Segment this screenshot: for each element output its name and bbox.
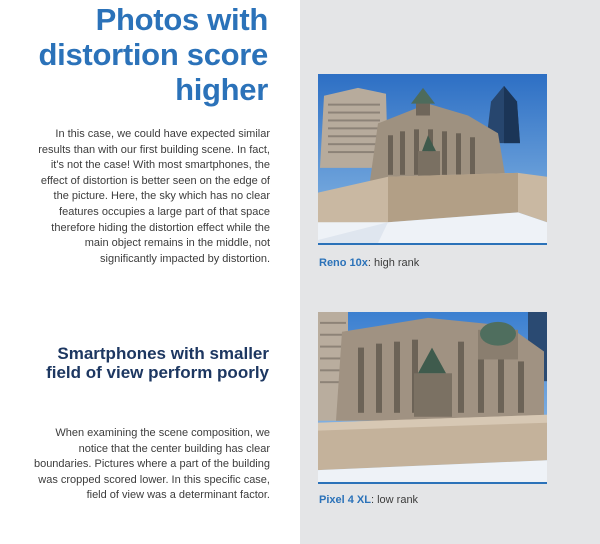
section-subheading: Smartphones with smaller field of view perform poorly [46,344,269,382]
pixel-4-xl-caption [319,494,418,506]
rank-label: : low rank [370,494,419,506]
device-name: Reno 10x [319,257,368,269]
pixel-4-xl-photo [318,312,547,484]
device-name: Pixel 4 XL [319,494,371,506]
page-title: Photos with distortion score higher [38,2,268,107]
cathedral-wide-photo [318,74,547,243]
reno-10x-photo [318,74,547,245]
composition-paragraph: When examining the scene composition, we notice that the center building has clear boundaries. Pictures where a part of the building was cropped scored lower. In this specific case, field of view was a determinant factor. [33,427,270,502]
rank-label: : high rank [367,257,420,269]
cathedral-narrow-photo [318,312,547,482]
intro-paragraph: In this case, we could have expected similar results than with our first building scene. In fact, it's not the case! With most smartphones, the effect of distortion is better seen on the edge of the picture. Here, the sky which has no clear features occupies a large part of that space therefore hiding the distortion effect while the main object remains in the middle, not significantly impacted by distortion. [38,128,270,265]
reno-10x-caption [319,257,419,269]
